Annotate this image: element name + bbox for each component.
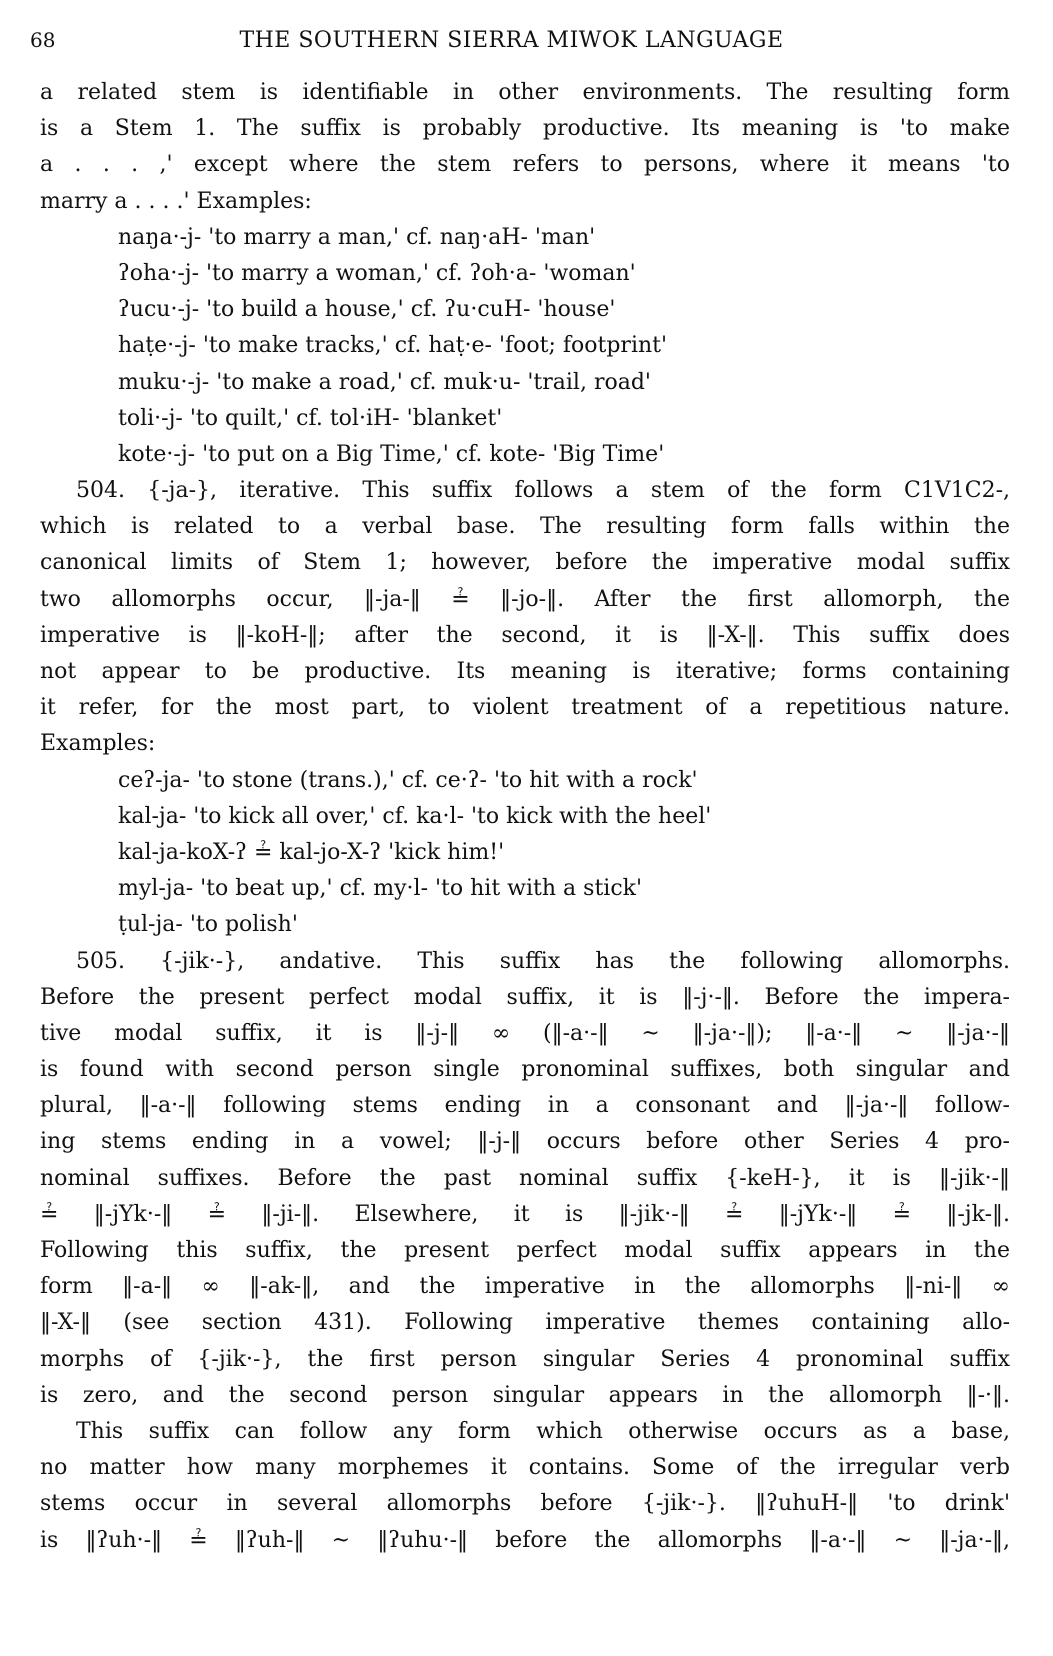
body-text (40, 75, 1010, 1559)
text-line: is ‖ʔuh·-‖ ≟ ‖ʔuh-‖ ~ ‖ʔuhu·-‖ before the allomorphs ‖-a·-‖ ~ ‖-ja·-‖, (40, 1527, 1010, 1553)
example-line: myl-ja- 'to beat up,' cf. my·l- 'to hit with a stick' (118, 876, 643, 902)
text-line: nominal suffixes. Before the past nominal suffix {-keH-}, it is ‖-jik·-‖ (40, 1165, 1010, 1191)
section-504-start: 504. {-ja-}, iterative. This suffix follows a stem of the form C1V1C2-, (76, 478, 1010, 504)
text-line: Examples: (40, 731, 156, 757)
text-line: no matter how many morphemes it contains. Some of the irregular verb (40, 1455, 1010, 1481)
example-line: ʔoha·-j- 'to marry a woman,' cf. ʔoh·a- 'woman' (118, 260, 636, 286)
paragraph-start: This suffix can follow any form which otherwise occurs as a base, (76, 1418, 1010, 1444)
text-line: it refer, for the most part, to violent treatment of a repetitious nature. (40, 695, 1010, 721)
example-line: kal-ja- 'to kick all over,' cf. ka·l- 'to kick with the heel' (118, 803, 712, 829)
example-line: ceʔ-ja- 'to stone (trans.),' cf. ce·ʔ- 'to hit with a rock' (118, 767, 698, 793)
example-line: muku·-j- 'to make a road,' cf. muk·u- 'trail, road' (118, 369, 651, 395)
text-line: two allomorphs occur, ‖-ja-‖ ≟ ‖-jo-‖. After the first allomorph, the (40, 586, 1010, 612)
page-header (30, 28, 1033, 64)
page-number: 68 (30, 28, 56, 52)
text-line: Following this suffix, the present perfect modal suffix appears in the (40, 1238, 1010, 1263)
text-line: plural, ‖-a·-‖ following stems ending in a consonant and ‖-ja·-‖ follow- (40, 1093, 1010, 1119)
text-line: is a Stem 1. The suffix is probably productive. Its meaning is 'to make (40, 116, 1010, 142)
text-line: ing stems ending in a vowel; ‖-j-‖ occurs before other Series 4 pro- (40, 1129, 1010, 1155)
example-line: toli·-j- 'to quilt,' cf. tol·iH- 'blanket' (118, 405, 503, 431)
text-line: stems occur in several allomorphs before {-jik·-}. ‖ʔuhuH-‖ 'to drink' (40, 1491, 1010, 1517)
section-505-start: 505. {-jik·-}, andative. This suffix has the following allomorphs. (76, 948, 1010, 974)
example-line: haṭe·-j- 'to make tracks,' cf. haṭ·e- 'foot; footprint' (118, 333, 668, 359)
text-line: marry a . . . .' Examples: (40, 188, 312, 214)
text-line: canonical limits of Stem 1; however, before the imperative modal suffix (40, 550, 1010, 576)
example-line: kal-ja-koX-ʔ ≟ kal-jo-X-ʔ 'kick him!' (118, 839, 505, 865)
example-line: ṭul-ja- 'to polish' (118, 912, 298, 938)
text-line: tive modal suffix, it is ‖-j-‖ ∞ (‖-a·-‖ ~ ‖-ja·-‖); ‖-a·-‖ ~ ‖-ja·-‖ (40, 1020, 1010, 1046)
text-line: Before the present perfect modal suffix, it is ‖-j·-‖. Before the impera- (40, 984, 1010, 1010)
text-line: is found with second person single pronominal suffixes, both singular and (40, 1057, 1010, 1083)
text-line: form ‖-a-‖ ∞ ‖-ak-‖, and the imperative in the allomorphs ‖-ni-‖ ∞ (40, 1274, 1010, 1300)
example-line: ʔucu·-j- 'to build a house,' cf. ʔu·cuH- 'house' (118, 297, 616, 323)
running-title: THE SOUTHERN SIERRA MIWOK LANGUAGE (239, 28, 784, 53)
example-line: kote·-j- 'to put on a Big Time,' cf. kote- 'Big Time' (118, 441, 665, 467)
text-line: a . . . ,' except where the stem refers to persons, where it means 'to (40, 152, 1010, 178)
text-line: ‖-X-‖ (see section 431). Following imperative themes containing allo- (40, 1310, 1010, 1336)
text-line: imperative is ‖-koH-‖; after the second, it is ‖-X-‖. This suffix does (40, 622, 1010, 648)
example-line: naŋa·-j- 'to marry a man,' cf. naŋ·aH- 'man' (118, 224, 596, 250)
text-line: morphs of {-jik·-}, the first person singular Series 4 pronominal suffix (40, 1346, 1010, 1372)
text-line: a related stem is identifiable in other environments. The resulting form (40, 80, 1010, 105)
text-line: which is related to a verbal base. The resulting form falls within the (40, 514, 1010, 540)
text-line: is zero, and the second person singular appears in the allomorph ‖-·‖. (40, 1382, 1010, 1408)
text-line: not appear to be productive. Its meaning is iterative; forms containing (40, 659, 1010, 684)
text-line: ≟ ‖-jYk·-‖ ≟ ‖-ji-‖. Elsewhere, it is ‖-jik·-‖ ≟ ‖-jYk·-‖ ≟ ‖-jk-‖. (40, 1201, 1010, 1227)
